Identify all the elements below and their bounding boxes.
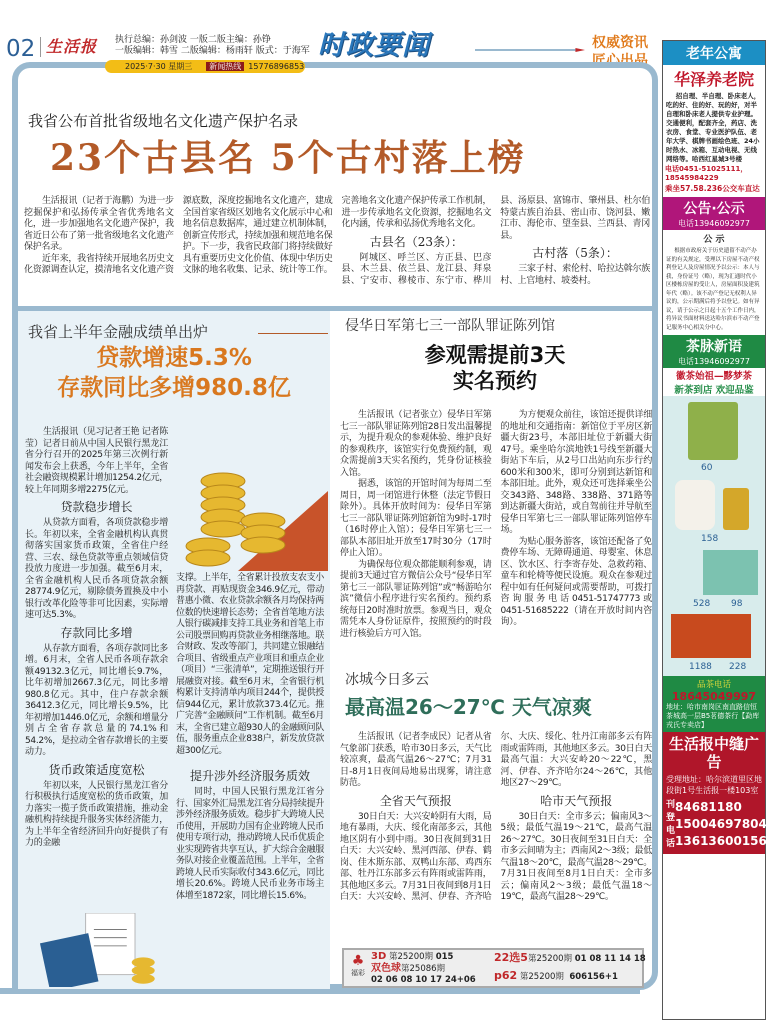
notice-ad-band	[663, 197, 765, 230]
article3-body	[340, 410, 652, 640]
paragraph: 据悉，该馆的开馆时间为每周二至周日，周一闭馆进行休整（法定节假日除外）。具体开放时间为：侵华日军第七三一部队罪证陈列馆新馆为9时-17时（16时停止入馆）；侵华日军第七三一部队本部旧址开放至17时30分（17时停止入馆）。	[340, 479, 492, 558]
coins-illustration-icon	[178, 421, 328, 571]
lottery-p62: p62 第25200期 606156+1	[494, 969, 618, 982]
subheading: 提升涉外经济服务质效	[189, 769, 310, 783]
paper-logo: 生活报	[40, 37, 97, 57]
classified-phone-label: 刊登电话	[666, 800, 676, 849]
tea-price: 60	[701, 463, 713, 473]
tea-can-icon	[723, 488, 749, 530]
hotline-label: 新闻热线	[206, 62, 244, 71]
tea-price: 528	[693, 599, 711, 609]
tea-giftbox-icon	[703, 550, 758, 595]
paragraph: 生活报讯（记者于海鹏）为进一步挖掘保护和弘扬传承全省优秀地名文化，进一步加强地名文化遗产保护，我省近日公布了第一批省级地名文化遗产保护名录。	[24, 196, 174, 252]
article3-subtitle: 侵华日军第七三一部队罪证陈列馆	[345, 318, 555, 334]
slogan-line-2: 匠心出品	[592, 53, 648, 69]
calculator-illustration-icon	[28, 913, 168, 987]
tea-contact	[663, 676, 765, 732]
city-forecast-heading: 哈市天气预报	[540, 793, 613, 808]
article2-column-1	[25, 427, 168, 850]
paragraph: 生活报讯（记者张立）侵华日军第七三一部队罪证陈列馆28日发出温馨提示，为提升观众的参观体验、维护良好的参观秩序，该馆实行免费预约制，观众需提前3天实名预约，凭身份证核验入馆。	[340, 410, 492, 478]
tea-phone-label: 品茶电话	[696, 680, 731, 690]
tea-phone: 18645049997	[671, 690, 757, 703]
editors-line-2: 一版编辑：韩雪 二版编辑：杨雨轩 版式：于海军	[115, 46, 310, 56]
article2-column-2	[176, 573, 324, 902]
notice-title: 公 示	[703, 235, 725, 245]
notice-band-phone: 电话13946092977	[678, 219, 750, 228]
arrow-decoration-icon	[475, 48, 585, 52]
tea-products	[663, 396, 765, 676]
subheading: 货币政策适度宽松	[48, 762, 145, 777]
tea-bag-icon	[688, 402, 738, 460]
article4-body	[340, 732, 652, 904]
date-bar	[105, 60, 305, 73]
paragraph: 从存款方面看，各项存款同比多增。6月末，全省人民币各项存款余额49132.3亿元，同比增长9.7%，比年初增加2667.3亿元，同比多增980.8亿元。其中，住户存款余额36412.3亿元，同比增长9.5%，比年初增加1446.0亿元，余额和增量分别占全省存款总量的74.1%和54.2%，是拉动全省存款增长的主要动力。	[25, 643, 168, 757]
editors-credits	[115, 35, 310, 57]
page-number: 02	[6, 36, 36, 62]
notice-band-title: 公告·公示	[683, 201, 745, 217]
paragraph: 生活报讯（见习记者王艳 记者陈莹）记者日前从中国人民银行黑龙江省分行召开的2025年第三次例行新闻发布会上获悉，今年上半年，全省社会融资规模累计增加1254.2亿元，较上年同期多增2275亿元。	[25, 427, 168, 495]
classified-phone: 13613600156	[675, 834, 767, 848]
paragraph: 年初以来，人民银行黑龙江省分行积极执行适度宽松的货币政策，加力落实一揽子货币政策措施，推动金融机构持续提升服务实体经济能力，为上半年全省经济回升向好提供了有力的金融	[25, 780, 168, 848]
hotline-number: 15776896853	[248, 62, 305, 71]
city-forecast: 30日白天：全市多云；偏南风3～5级；最低气温19～21℃，最高气温26～27℃。30日夜间至31日白天：全市多云间晴为主；西南风2～3级；最低气温18～20℃，最高气温28～29℃。7月31日夜间至8月1日白天：全市多云；偏南风2～3级；最低气温18～19℃，最高气温28～29℃。	[500, 811, 652, 902]
paragraph: 为确保每位观众都能顺利参观，请提前3天通过官方微信公众号“侵华日军第七三一部队罪证陈列馆”或“畅游哈尔滨”微信小程序进行实名预约。预约系统每日20时准时放票。参观当日，观众需凭本人身份证原件，按照预约的时段进行核验后方可入馆。	[340, 559, 492, 639]
paragraph: 为贴心服务游客，该馆还配备了免费停车场、无障碍通道、母婴室、休息区、饮水区、行李寄存处、急救药箱、童车和轮椅等便民设施。观众在参观过程中如有任何疑问或需要帮助，可拨打咨询服务电话0451-51747773或0451-51685222（请在开放时间内咨询）。	[500, 536, 652, 627]
slogan-line-1: 权威资讯	[592, 35, 648, 51]
tea-band-title: 茶脉新语	[686, 339, 742, 355]
lottery-brand-label: 福彩	[351, 969, 365, 977]
headline-line-2: 实名预约	[453, 369, 537, 393]
editors-line-1: 执行总编：孙剑波 一版二版主编：孙铮	[115, 35, 271, 45]
classified-phone: 15004697804	[675, 817, 767, 831]
finance-article	[18, 311, 330, 989]
province-forecast: 30日白天：大兴安岭阴有大雨，局地有暴雨，大庆、绥化南部多云，其他地区阴有小到中雨。30日夜间到31日白天：大兴安岭、黑河西部、伊春、鹤岗、佳木斯东部、双鸭山东部、鸡西东部、牡丹江东部多云有阵雨或雷阵雨，其他地区多云。7月31日夜间到8月1日白天：大兴安岭、黑河、伊春、齐齐哈尔、大庆、绥化、牡丹江南部多云有阵雨或雷阵雨，其他地区多云。30日白天最高气温：大兴安岭20～22℃，黑河、伊春、齐齐哈尔24～26℃，其他地区27～29℃。	[340, 732, 652, 902]
paragraph: 从贷款方面看，各项贷款稳步增长。年初以来，全省金融机构认真贯彻落实国家货币政策，全省住户经营、三农、绿色贷款等重点领域信贷投放力度进一步加强。截至6月末，全省金融机构人民币各项贷款余额28774.9亿元，剔除债务置换及中小银行改革化险等非可比因素，实际增速可达5.3%。	[25, 518, 168, 620]
elder-ad-name: 华泽养老院	[673, 70, 754, 89]
villages-list: 三家子村、索伦村、哈拉达斡尔族村、上官地村、坡娄村。	[500, 264, 650, 286]
section-title: 时政要闻	[318, 30, 430, 61]
tea-ad-band	[663, 335, 765, 368]
province-forecast-heading: 全省天气预报	[379, 793, 452, 808]
classified-address: 受理地址：哈尔滨道里区地段街1号生活报一楼103室	[666, 775, 762, 795]
subheading: 存款同比多增	[60, 625, 133, 640]
lottery-logo-icon: ♣	[351, 953, 365, 969]
article4-headline: 最高温26～27℃ 天气凉爽	[345, 695, 592, 719]
paragraph: 支撑。上半年，全省累计投放支农支小再贷款、再贴现资金346.9亿元，带动普惠小微、农业贷款余额各月均保持两位数的快速增长态势；全省首笔地方法人银行碳减排支持工具业务和首笔上市公司股票回购再贷款业务相继落地。联合财政、发改等部门，共同建立银融结合项目、省级重点产业项目和重点企业（项目）“三张清单”，定期推送银行开展融资对接。截至6月末，全省银行机构累计支持清单内项目244个，提供授信944亿元，累计放款373.4亿元。推广完善“金融顾问”工作机制。截至6月末，全省已建立超930人的金融顾问队伍，服务重点企业838户，新发放贷款超300亿元。	[176, 573, 324, 756]
lottery-brand	[347, 953, 369, 978]
classified-title: 生活报中缝广告	[668, 735, 759, 771]
elder-ad-phone: 电话0451-51025111，18545984229	[665, 165, 748, 182]
lottery-results	[342, 948, 644, 988]
notice-text: 根据市政府关于历史遗留不动产办证的有关规定，受理以下房屋不动产权利登记人及房屋情况予以公示：本人与我，身份证号（略），现为汇通时代小区楼栋房屋的受让人，房屋面积及建筑年代（略）。该不动产登记无权利人异议的，公示期满后将予以登记。如有异议，请于公示之日起十五个工作日内，将异议书面材料送达哈尔滨市不动产登记服务中心相关分中心。	[666, 248, 760, 331]
paragraph: 为方便观众前往，该馆还提供详细的地址和交通指南：新馆位于平房区新疆大街23号，本部旧址位于新疆大街47号。乘坐哈尔滨地铁1号线至新疆大街站下车后，从2号口出站向东步行约600米和300米，即可分别到达新馆和本部旧址。此外，观众还可选择乘坐公交343路、348路、338路、371路等到达新疆大街站，或自驾前往并导航至侵华日军第七三一部队罪证陈列馆停车场。	[500, 410, 652, 535]
article2-headline	[18, 343, 330, 403]
article2-subtitle: 我省上半年金融成绩单出炉	[28, 323, 209, 341]
lottery-double-color: 双色球第25086期 02 06 08 10 17 24+06	[371, 963, 476, 985]
elder-ad-bus: 乘坐57.58.236公交车直达	[665, 184, 760, 193]
villages-heading: 古村落（5条）：	[532, 246, 618, 260]
article1-headline: 23个古县名 5个古村落上榜	[50, 137, 526, 179]
paragraph: 近年来，我省持续开展地名历史文化资源调查认定，摸清地名文化遗产资源底数，深度挖掘地名文化遗产，建成全国首家省级区划地名文化展示中心和地名信息数据库，通过建立机制体制，创新宣传形式，持续加强和规范地名保护。下一步，我省民政部门将持续做好具有重要历史文化价值、体现中华历史文脉的地名收集、记录、统计等工作。完善地名文化遗产保护传承工作机制，进一步传承地名文化资源，挖掘地名文化内涵，传承和弘扬优秀地名文化。	[24, 196, 492, 275]
article3-headline	[335, 342, 655, 394]
tea-band-phone: 电话13946092977	[678, 357, 750, 366]
tea-address: 地址：哈市南岗区南直路信恒茶城高一层B5茗德茶行【勐库戎氏专卖店】	[666, 703, 760, 729]
article1-body	[24, 196, 650, 287]
paragraph: 生活报讯（记者李成民）记者从省气象部门获悉，哈市30日多云，天气比较凉爽，最高气温26～27℃；7月31日-8月1日夜间局地易出现雾，请注意防范。	[340, 732, 492, 788]
tea-red-box-icon	[671, 614, 751, 658]
headline-line-1: 贷款增速5.3%	[96, 345, 252, 371]
subheading: 贷款稳步增长	[60, 500, 133, 514]
subtitle-rule	[258, 333, 328, 334]
lottery-3d: 3D 第25200期 015	[371, 951, 454, 962]
counties-list: 阿城区、呼兰区、方正县、巴彦县、木兰县、依兰县、龙江县、拜泉县、宁安市、穆棱市、东宁市、桦川县、汤原县、富锦市、肇州县、杜尔伯特蒙古族自治县、密山市、饶河县、嫩江市、海伦市、望奎县、兰西县、青冈县。	[341, 196, 650, 286]
article1-subtitle: 我省公布首批省级地名文化遗产保护名录	[28, 112, 299, 130]
article4-subtitle: 冰城今日多云	[345, 672, 429, 688]
tea-price: 98	[731, 599, 743, 609]
elder-ad-band: 老年公寓	[663, 41, 765, 65]
classified-phone: 84681180	[675, 800, 742, 814]
counties-heading: 古县名（23条）：	[369, 234, 464, 249]
tea-pouch-icon	[675, 480, 715, 530]
lottery-22x5: 22选5第25200期 01 08 11 14 18	[494, 951, 646, 964]
tea-slogan-1: 徽茶始祖—黟梦茶	[675, 371, 752, 382]
classified-ad	[663, 732, 765, 854]
tea-price: 1188	[689, 662, 712, 672]
ads-column	[662, 40, 766, 1020]
tea-price: 158	[701, 534, 719, 544]
issue-date: 2025·7·30 星期三	[125, 62, 193, 71]
elder-ad-text: 招自理、半自理、卧床老人，吃的好、住的好、玩的好，对半自理和卧床老人提供专业护理。交通便利，配套齐全，药店、洗衣房、食堂、专业医护队伍、老年大学、棋牌书画绘色班、24小时热水、冰箱、互动电视、无线网络等。哈西红星城3号楼	[666, 92, 761, 163]
headline-line-2: 存款同比多增980.8亿	[57, 375, 291, 401]
tea-price: 228	[729, 662, 747, 672]
tea-slogan-2: 新茶到店 欢迎品鉴	[674, 385, 754, 396]
paragraph: 同时，中国人民银行黑龙江省分行、国家外汇局黑龙江省分局持续提升涉外经济服务质效。稳步扩大跨境人民币使用，开展助力国有企业跨境人民币使用专项行动，推动跨境人民币优质企业实现跨省共享互认，扩大综合金融服务队对接企业覆盖范围。上半年，全省跨境人民币实际收付343.6亿元，同比增长20.6%。跨境人民币业务市场主体增至1872家，同比增长15.6%。	[176, 787, 324, 901]
headline-line-1: 参观需提前3天	[424, 343, 566, 367]
